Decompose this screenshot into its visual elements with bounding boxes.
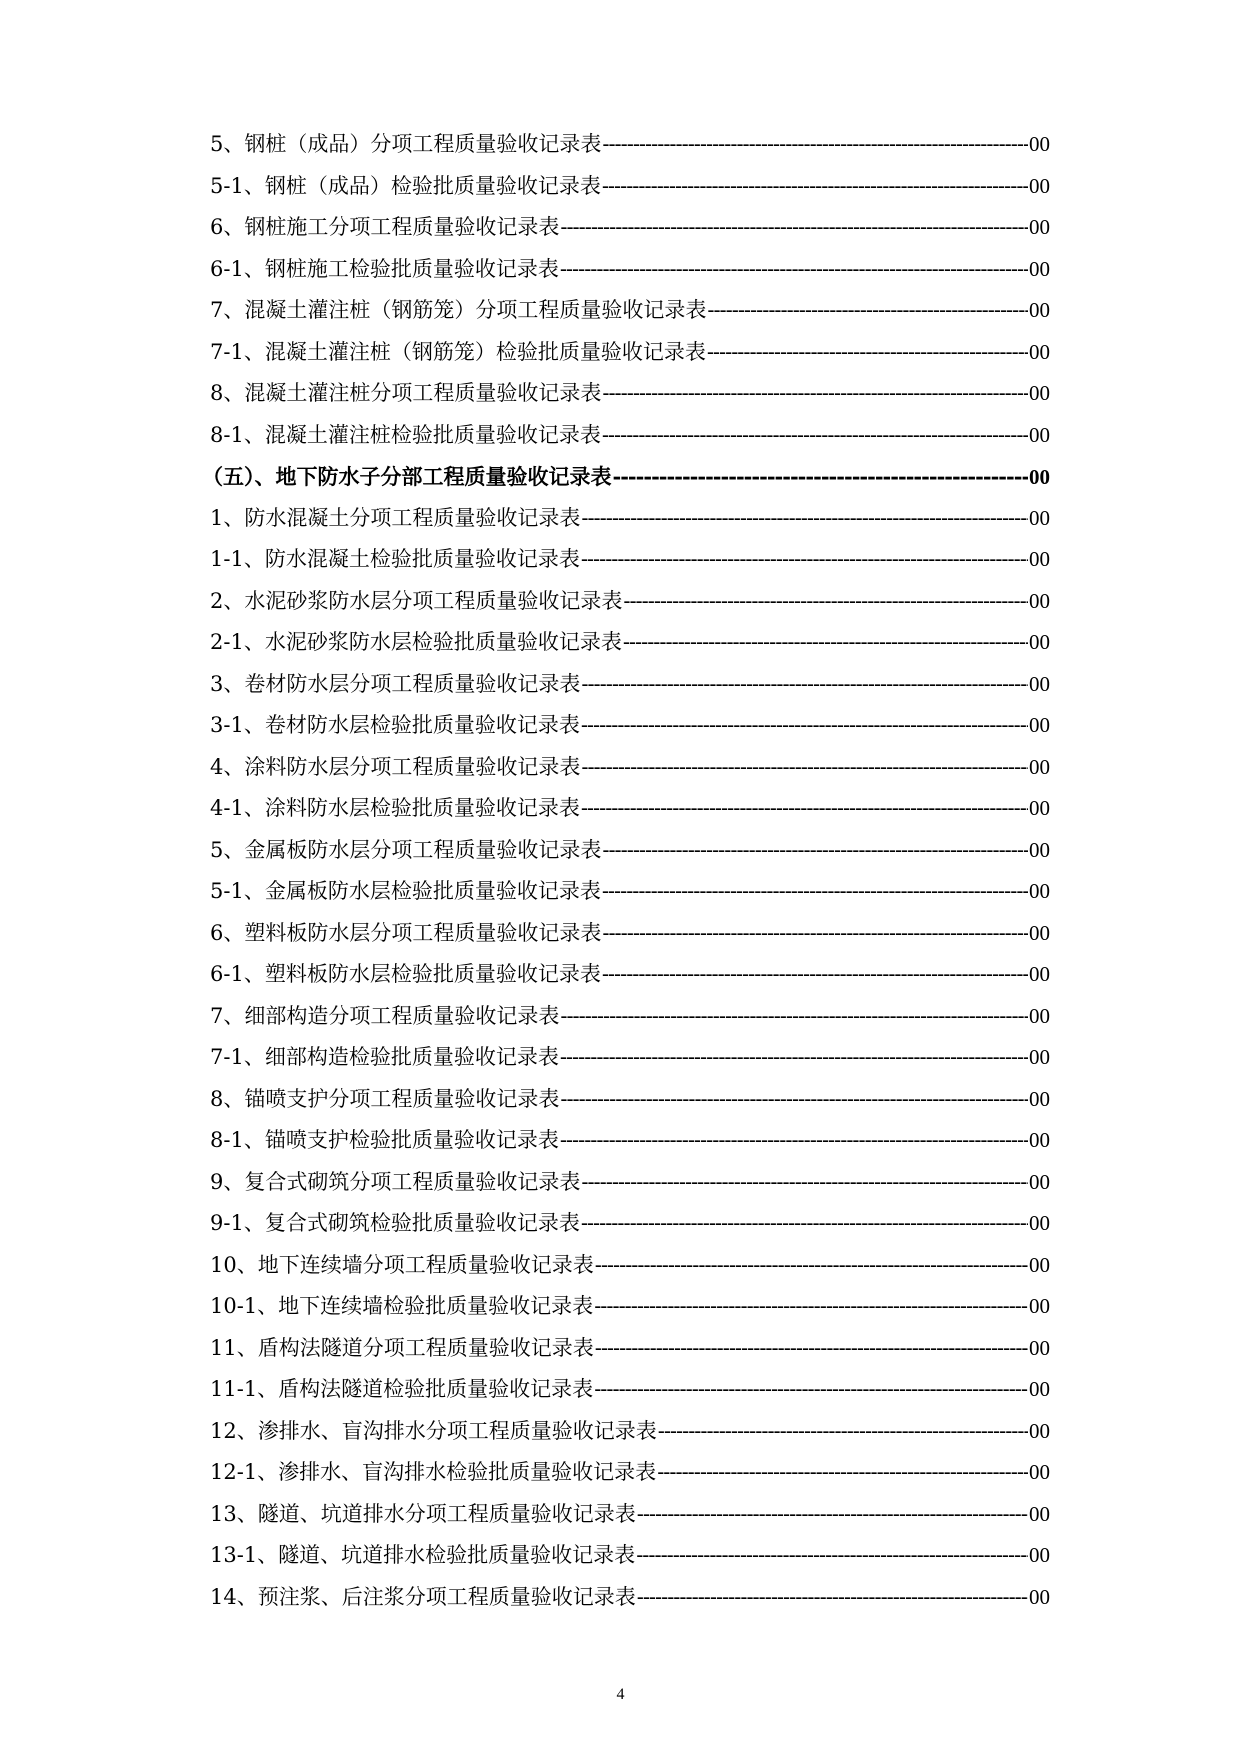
toc-entry[interactable] xyxy=(210,249,1050,291)
toc-leader xyxy=(581,539,1028,581)
toc-entry[interactable] xyxy=(210,1577,1050,1619)
toc-entry-page: 00 xyxy=(1029,1377,1050,1401)
toc-entry-page: 00 xyxy=(1029,1252,1050,1277)
toc-entry-label: 11、盾构法隧道分项工程质量验收记录表 xyxy=(210,1335,594,1360)
toc-entry[interactable] xyxy=(210,332,1050,374)
toc-entry-label: 1、防水混凝土分项工程质量验收记录表 xyxy=(210,505,581,530)
toc-entry[interactable] xyxy=(210,622,1050,664)
toc-entry-page: 00 xyxy=(1029,1211,1050,1235)
toc-entry[interactable] xyxy=(210,1203,1050,1245)
toc-entry[interactable] xyxy=(210,1452,1050,1494)
toc-entry-label: 6、钢桩施工分项工程质量验收记录表 xyxy=(210,215,560,239)
toc-entry-page: 00 xyxy=(1029,1460,1050,1484)
toc-entry-page: 00 xyxy=(1029,1335,1050,1360)
toc-leader xyxy=(623,581,1028,623)
toc-leader xyxy=(560,207,1028,249)
toc-entry-label: 13-1、隧道、坑道排水检验批质量验收记录表 xyxy=(210,1543,636,1567)
toc-section-label: （五）、地下防水子分部工程质量验收记录表 xyxy=(202,464,612,489)
toc-entry-page: 00 xyxy=(1029,381,1050,405)
toc-leader xyxy=(623,622,1028,664)
toc-entry[interactable] xyxy=(210,1245,1050,1287)
toc-leader xyxy=(560,996,1028,1038)
toc-entry-page: 00 xyxy=(1029,837,1050,862)
toc-entry[interactable] xyxy=(210,207,1050,249)
toc-entry-page: 00 xyxy=(1029,1501,1050,1526)
toc-entry[interactable] xyxy=(210,1328,1050,1370)
toc-entry-page: 00 xyxy=(1029,671,1050,696)
toc-leader xyxy=(581,705,1028,747)
toc-entry[interactable] xyxy=(210,539,1050,581)
toc-entry-page: 00 xyxy=(1029,1003,1050,1028)
toc-leader xyxy=(658,1411,1028,1453)
toc-entry[interactable] xyxy=(210,705,1050,747)
toc-entry[interactable] xyxy=(210,1369,1050,1411)
toc-entry-label: 5-1、金属板防水层检验批质量验收记录表 xyxy=(210,879,601,903)
toc-entry[interactable] xyxy=(210,1079,1050,1121)
toc-entry-page: 00 xyxy=(1029,1128,1050,1152)
toc-entry-page: 00 xyxy=(1029,1584,1050,1609)
toc-entry-label: 4、涂料防水层分项工程质量验收记录表 xyxy=(210,754,581,779)
toc-entry[interactable] xyxy=(210,290,1050,332)
toc-leader xyxy=(637,1494,1028,1536)
toc-entry-page: 00 xyxy=(1029,256,1050,281)
toc-entry-page: 00 xyxy=(1029,754,1050,779)
toc-entry-label: 3、卷材防水层分项工程质量验收记录表 xyxy=(210,671,581,696)
toc-entry[interactable] xyxy=(210,166,1050,208)
toc-entry[interactable] xyxy=(210,788,1050,830)
toc-entry[interactable] xyxy=(210,1037,1050,1079)
table-of-contents xyxy=(202,124,1050,1618)
toc-leader xyxy=(657,1452,1028,1494)
toc-leader xyxy=(594,1369,1028,1411)
page-number: 4 xyxy=(616,1686,625,1703)
toc-entry-label: 12、渗排水、盲沟排水分项工程质量验收记录表 xyxy=(210,1418,657,1443)
toc-leader xyxy=(602,830,1028,872)
toc-leader xyxy=(581,747,1028,789)
toc-entry-label: 5、钢桩（成品）分项工程质量验收记录表 xyxy=(210,132,602,156)
toc-entry-label: 5-1、钢桩（成品）检验批质量验收记录表 xyxy=(210,173,601,198)
toc-entry[interactable] xyxy=(210,664,1050,706)
toc-entry-label: 6、塑料板防水层分项工程质量验收记录表 xyxy=(210,920,602,945)
toc-entry-label: 6-1、塑料板防水层检验批质量验收记录表 xyxy=(210,962,601,986)
toc-leader xyxy=(581,1203,1028,1245)
toc-entry-label: 8、混凝土灌注桩分项工程质量验收记录表 xyxy=(210,381,602,405)
toc-entry[interactable] xyxy=(210,415,1050,457)
toc-leader xyxy=(594,1286,1028,1328)
toc-entry-page: 00 xyxy=(1029,547,1050,571)
toc-entry[interactable] xyxy=(210,1162,1050,1204)
toc-leader xyxy=(602,954,1028,996)
toc-leader xyxy=(707,332,1028,374)
toc-entry-label: 8-1、混凝土灌注桩检验批质量验收记录表 xyxy=(210,422,601,447)
toc-leader xyxy=(602,871,1028,913)
toc-leader xyxy=(560,1037,1028,1079)
toc-leader xyxy=(595,1245,1028,1287)
toc-leader xyxy=(595,1328,1028,1370)
toc-leader xyxy=(602,913,1028,955)
toc-entry-page: 00 xyxy=(1029,1045,1050,1069)
toc-leader xyxy=(602,415,1028,457)
toc-entry-label: 12-1、渗排水、盲沟排水检验批质量验收记录表 xyxy=(210,1460,657,1484)
toc-entry-page: 00 xyxy=(1029,132,1050,156)
toc-entry[interactable] xyxy=(210,498,1050,540)
toc-entry-label: 5、金属板防水层分项工程质量验收记录表 xyxy=(210,837,602,862)
toc-leader xyxy=(602,166,1028,208)
toc-entry-page: 00 xyxy=(1029,1418,1050,1443)
toc-entry-page: 00 xyxy=(1029,1086,1050,1111)
toc-entry[interactable] xyxy=(210,1411,1050,1453)
toc-entry-label: 7、细部构造分项工程质量验收记录表 xyxy=(210,1003,560,1028)
toc-entry-page: 00 xyxy=(1029,713,1050,737)
toc-entry[interactable] xyxy=(210,747,1050,789)
toc-section-page: 00 xyxy=(1029,465,1050,489)
toc-entry-label: 6-1、钢桩施工检验批质量验收记录表 xyxy=(210,256,559,281)
toc-leader xyxy=(581,664,1028,706)
toc-entry-page: 00 xyxy=(1029,1169,1050,1194)
toc-leader xyxy=(613,456,1029,498)
toc-entry-label: 7、混凝土灌注桩（钢筋笼）分项工程质量验收记录表 xyxy=(210,298,707,322)
toc-leader xyxy=(602,124,1028,166)
toc-entry-page: 00 xyxy=(1029,588,1050,613)
toc-entry-page: 00 xyxy=(1029,630,1050,654)
toc-entry-label: 9-1、复合式砌筑检验批质量验收记录表 xyxy=(210,1211,580,1235)
toc-entry-label: 3-1、卷材防水层检验批质量验收记录表 xyxy=(210,713,580,737)
toc-entry[interactable] xyxy=(210,1286,1050,1328)
toc-entry-page: 00 xyxy=(1029,505,1050,530)
toc-entry-page: 00 xyxy=(1029,215,1050,239)
toc-entry[interactable] xyxy=(210,996,1050,1038)
toc-entry-label: 4-1、涂料防水层检验批质量验收记录表 xyxy=(210,796,580,820)
toc-entry-label: 11-1、盾构法隧道检验批质量验收记录表 xyxy=(210,1377,594,1401)
toc-entry-page: 00 xyxy=(1029,796,1050,820)
toc-entry-page: 00 xyxy=(1029,962,1050,986)
toc-entry-label: 14、预注浆、后注浆分项工程质量验收记录表 xyxy=(210,1584,636,1609)
toc-entry-page: 00 xyxy=(1029,1543,1050,1567)
toc-entry-label: 8-1、锚喷支护检验批质量验收记录表 xyxy=(210,1128,559,1152)
toc-entry-page: 00 xyxy=(1029,173,1050,198)
toc-leader xyxy=(581,498,1028,540)
toc-entry-page: 00 xyxy=(1029,920,1050,945)
toc-entry-page: 00 xyxy=(1029,339,1050,364)
toc-entry[interactable] xyxy=(210,830,1050,872)
toc-leader xyxy=(637,1577,1028,1619)
toc-entry-label: 1-1、防水混凝土检验批质量验收记录表 xyxy=(210,547,580,571)
toc-leader xyxy=(707,290,1028,332)
toc-entry-label: 9、复合式砌筑分项工程质量验收记录表 xyxy=(210,1169,581,1194)
toc-leader xyxy=(581,788,1028,830)
toc-entry-label: 13、隧道、坑道排水分项工程质量验收记录表 xyxy=(210,1501,636,1526)
toc-leader xyxy=(581,1162,1028,1204)
toc-entry-page: 00 xyxy=(1029,298,1050,322)
toc-entry[interactable] xyxy=(210,1535,1050,1577)
toc-entry-page: 00 xyxy=(1029,422,1050,447)
toc-leader xyxy=(560,249,1028,291)
toc-entry[interactable] xyxy=(210,1120,1050,1162)
toc-entry[interactable] xyxy=(210,913,1050,955)
toc-entry-page: 00 xyxy=(1029,879,1050,903)
toc-entry[interactable] xyxy=(210,373,1050,415)
toc-leader xyxy=(636,1535,1028,1577)
toc-entry-label: 10-1、地下连续墙检验批质量验收记录表 xyxy=(210,1294,594,1318)
toc-entry[interactable] xyxy=(210,581,1050,623)
toc-entry[interactable] xyxy=(210,871,1050,913)
toc-entry[interactable] xyxy=(210,954,1050,996)
toc-entry-label: 10、地下连续墙分项工程质量验收记录表 xyxy=(210,1252,594,1277)
toc-entry-label: 2、水泥砂浆防水层分项工程质量验收记录表 xyxy=(210,588,623,613)
toc-leader xyxy=(560,1079,1028,1121)
toc-entry-label: 2-1、水泥砂浆防水层检验批质量验收记录表 xyxy=(210,630,622,654)
toc-entry-page: 00 xyxy=(1029,1294,1050,1318)
toc-entry[interactable] xyxy=(210,124,1050,166)
toc-entry-label: 7-1、混凝土灌注桩（钢筋笼）检验批质量验收记录表 xyxy=(210,339,706,364)
toc-leader xyxy=(560,1120,1028,1162)
toc-section-heading[interactable] xyxy=(202,456,1050,498)
toc-entry-label: 8、锚喷支护分项工程质量验收记录表 xyxy=(210,1086,560,1111)
toc-entry[interactable] xyxy=(210,1494,1050,1536)
toc-leader xyxy=(602,373,1028,415)
toc-entry-label: 7-1、细部构造检验批质量验收记录表 xyxy=(210,1045,559,1069)
